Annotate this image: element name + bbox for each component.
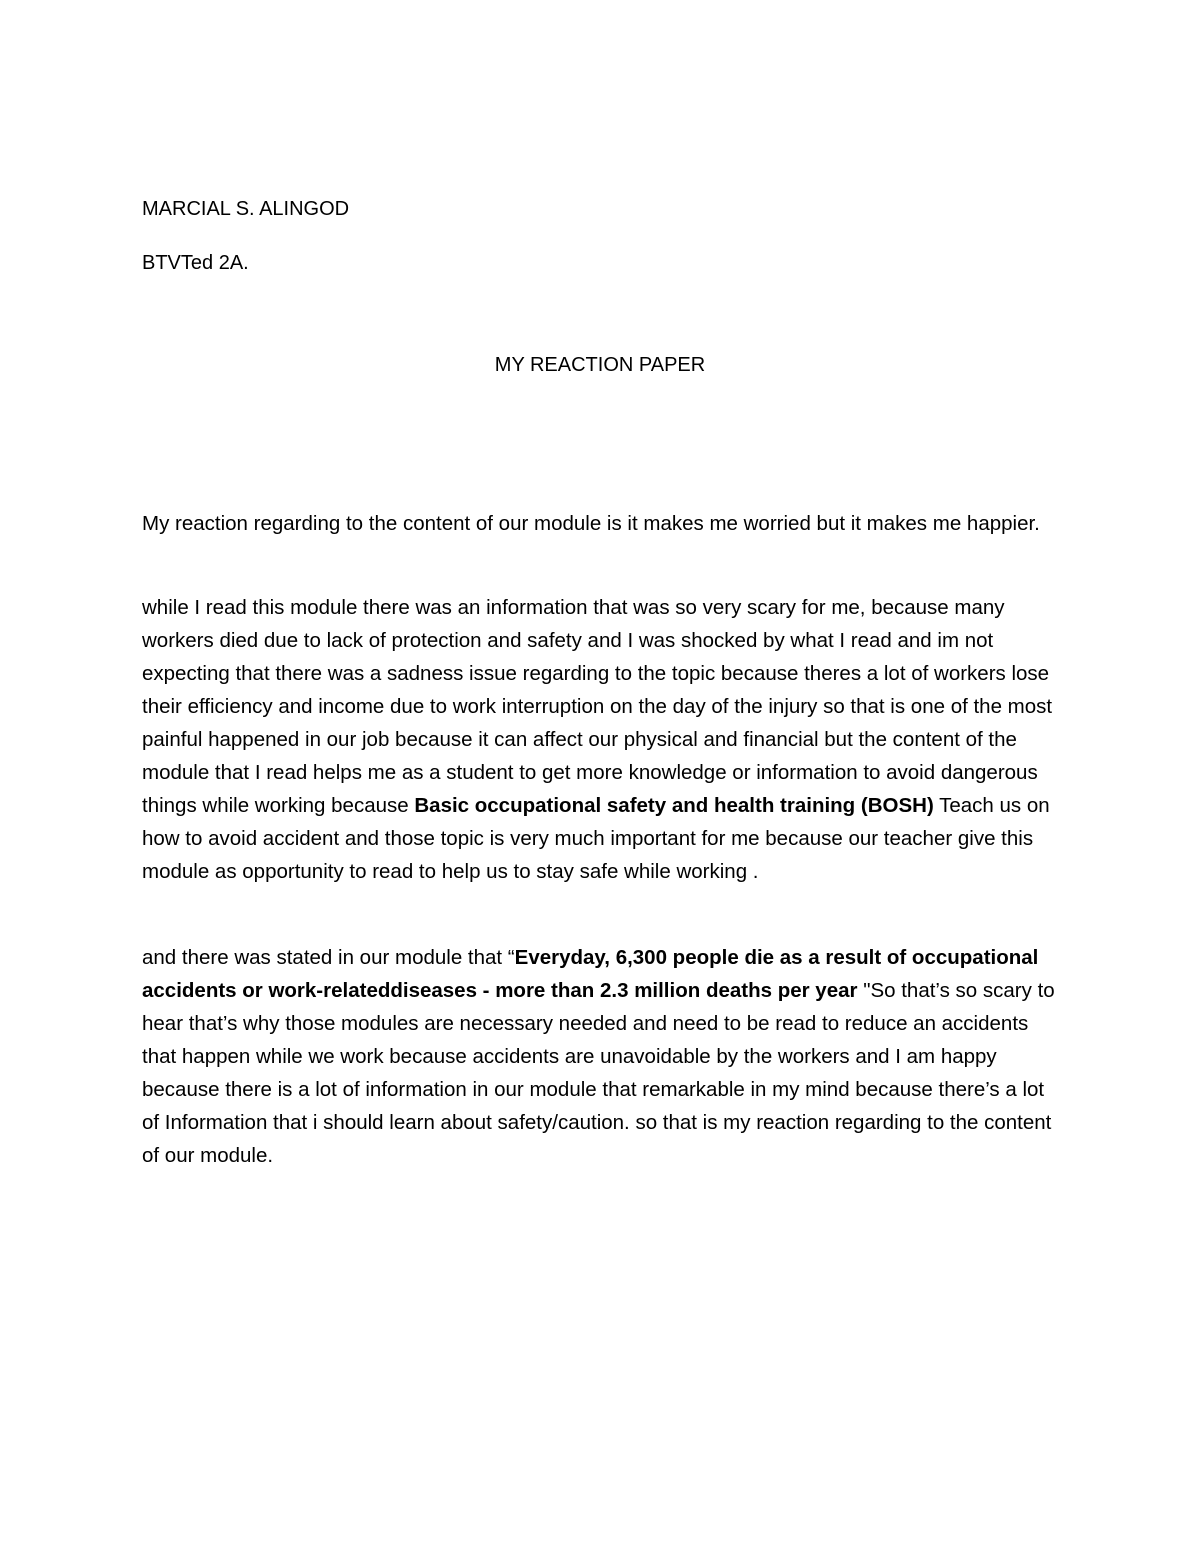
page-title: MY REACTION PAPER <box>494 354 706 376</box>
paragraph-1: My reaction regarding to the content of our module is it makes me worried but it makes me happier. <box>142 512 1040 535</box>
class-section: BTVTed 2A. <box>142 252 249 274</box>
paragraph-3-text-a: and there was stated in our module that “ <box>142 946 515 969</box>
paragraph-2-text-b: Teach us on how to avoid accident and those topic is very much important for me because our teacher give this module as opportunity to read to help us to stay safe while working . <box>142 794 1050 883</box>
paragraph-2-text-a: while I read this module there was an information that was so very scary for me, because many workers died due to lack of protection and safety and I was shocked by what I read and im not expecting that there was a sadness issue regarding to the topic because theres a lot of workers lose their efficiency and income due to work interruption on the day of the injury so that is one of the most painful happened in our job because it can affect our physical and financial but the content of the module that I read helps me as a student to get more knowledge or information to avoid dangerous things while working because <box>142 596 1053 817</box>
author-name: MARCIAL S. ALINGOD <box>142 198 350 220</box>
paragraph-2 <box>142 591 1062 888</box>
paragraph-3-text-b: "So that’s so scary to hear that’s why those modules are necessary needed and need to be read to reduce an accidents that happen while we work because accidents are unavoidable by the workers and I am happy because there is a lot of information in our module that remarkable in my mind because there’s a lot of Information that i should learn about safety/caution. so that is my reaction regarding to the content of our module. <box>142 979 1055 1167</box>
paragraph-3-bold-quote: Everyday, 6,300 people die as a result of occupational accidents or work-relateddiseases - more than 2.3 million deaths per year <box>142 946 1039 1002</box>
paragraph-2-bold-bosh: Basic occupational safety and health training (BOSH) <box>414 794 934 817</box>
paragraph-3 <box>142 941 1062 1172</box>
